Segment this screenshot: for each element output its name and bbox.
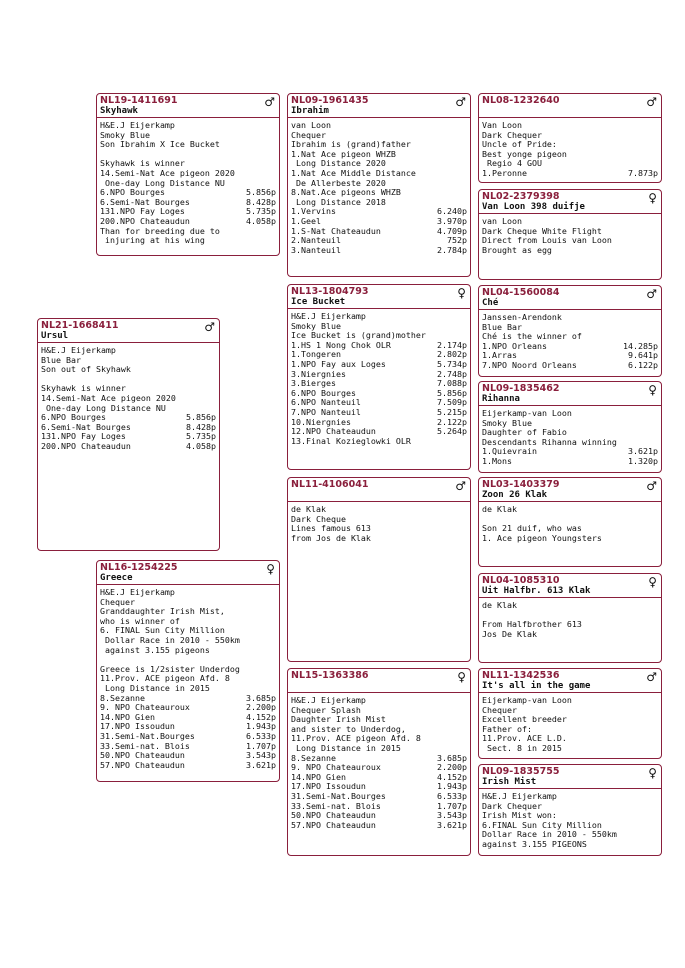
male-icon: ♂ (646, 287, 657, 301)
info-line: H&E.J Eijerkamp (100, 120, 175, 130)
result-pigeons: 5.734p (437, 358, 467, 369)
result-race: 12.NPO Chateaudun (291, 426, 376, 437)
card-header (97, 94, 279, 118)
info-line: Sect. 8 in 2015 (482, 742, 562, 753)
pigeon-name: Irish Mist (482, 777, 537, 787)
female-icon: ♀ (648, 191, 657, 205)
info-line: Dark Chequer (482, 129, 542, 140)
card-header (97, 561, 279, 585)
male-icon: ♂ (204, 320, 215, 334)
info-line: H&E.J Eijerkamp (291, 695, 366, 705)
info-line: 14.Semi-Nat Ace pigeon 2020 (41, 392, 176, 403)
result-pigeons: 5.264p (437, 426, 467, 437)
info-line: who is winner of (100, 615, 180, 626)
result-pigeons: 9.641p (628, 350, 658, 361)
info-line: van Loon (482, 216, 522, 226)
result-pigeons: 1.707p (437, 800, 467, 811)
result-row (41, 442, 216, 452)
card-header (288, 669, 470, 693)
result-pigeons: 4.152p (437, 771, 467, 782)
result-race: 31.Semi-Nat.Bourges (100, 730, 195, 741)
ring-number: NL16-1254225 (100, 562, 178, 573)
result-race: 33.Semi-nat. Blois (100, 740, 190, 751)
pigeon-card (287, 477, 471, 662)
info-line: H&E.J Eijerkamp (100, 587, 175, 597)
ring-number: NL09-1961435 (291, 95, 369, 106)
card-body (479, 789, 661, 852)
pigeon-name: Zoon 26 Klak (482, 490, 548, 500)
female-icon: ♀ (648, 575, 657, 589)
result-pigeons: 5.856p (246, 187, 276, 198)
card-body (288, 502, 470, 545)
result-pigeons: 2.748p (437, 368, 467, 379)
result-race: 6.NPO Bourges (41, 412, 106, 423)
result-pigeons: 3.685p (246, 692, 276, 703)
result-row (100, 761, 276, 771)
result-race: 1.Tongeren (291, 349, 341, 360)
info-line: Jos De Klak (482, 628, 537, 639)
info-line: de Klak (291, 504, 326, 514)
card-header (479, 669, 661, 693)
ring-number: NL09-1835755 (482, 766, 560, 777)
info-line: Long Distance 2018 (291, 196, 386, 207)
result-race: 200.NPO Chateaudun (41, 440, 131, 451)
result-pigeons: 3.543p (246, 750, 276, 761)
result-pigeons: 3.621p (628, 446, 658, 457)
pigeon-name (482, 106, 657, 116)
info-line: against 3.155 PIGEONS (482, 838, 587, 849)
info-line: 8.Nat.Ace pigeons WHZB (291, 187, 401, 198)
result-race: 131.NPO Fay Loges (41, 431, 126, 442)
info-line: Skyhawk is winner (41, 383, 126, 394)
result-race: 50.NPO Chateaudun (100, 750, 185, 761)
info-line: H&E.J Eijerkamp (41, 345, 116, 355)
info-line: Eijerkamp-van Loon (482, 408, 572, 418)
info-line: Skyhawk is winner (100, 158, 185, 169)
pigeon-card (478, 189, 662, 280)
info-line: Lines famous 613 (291, 523, 371, 534)
card-header (479, 765, 661, 789)
card-header (288, 285, 470, 309)
ring-number: NL04-1085310 (482, 575, 560, 586)
info-line: H&E.J Eijerkamp (482, 791, 557, 801)
info-line: Father of: (482, 723, 532, 734)
result-pigeons: 2.200p (246, 702, 276, 713)
info-line: Chequer (291, 129, 326, 140)
info-line: Chequer (100, 596, 135, 607)
info-line: from Jos de Klak (291, 532, 371, 543)
result-pigeons: 2.122p (437, 416, 467, 427)
result-race: 6.Semi-Nat Bourges (100, 196, 190, 207)
card-body (479, 214, 661, 257)
card-body (479, 310, 661, 373)
card-header (479, 94, 661, 118)
result-race: 1.NPO Orleans (482, 340, 547, 351)
info-line: 1.Nat Ace Middle Distance (291, 167, 416, 178)
result-pigeons: 5.735p (186, 431, 216, 442)
result-pigeons: 6.122p (628, 359, 658, 370)
result-pigeons: 3.621p (246, 759, 276, 770)
female-icon: ♀ (457, 670, 466, 684)
result-pigeons: 14.285p (623, 340, 658, 351)
pigeon-name: Van Loon 398 duifje (482, 202, 585, 212)
result-pigeons: 1.943p (437, 781, 467, 792)
result-pigeons: 5.856p (437, 387, 467, 398)
ring-number: NL13-1804793 (291, 286, 369, 297)
result-pigeons: 2.174p (437, 339, 467, 350)
info-line: Long Distance in 2015 (291, 742, 401, 753)
info-line: 11.Prov. ACE pigeon Afd. 8 (291, 733, 421, 744)
result-pigeons: 5.856p (186, 412, 216, 423)
result-race: 6.NPO Bourges (100, 187, 165, 198)
info-line: De Allerbeste 2020 (291, 177, 386, 188)
info-line: Chequer (482, 704, 517, 715)
result-pigeons: 7.509p (437, 397, 467, 408)
result-race: 1.Peronne (482, 167, 527, 178)
result-race: 6.NPO Nanteuil (291, 397, 361, 408)
female-icon: ♀ (266, 562, 275, 576)
result-race: 1.S-Nat Chateaudun (291, 225, 381, 236)
result-pigeons: 2.802p (437, 349, 467, 360)
result-pigeons: 1.943p (246, 721, 276, 732)
info-line: 6. FINAL Sun City Million (100, 625, 225, 636)
pigeon-name: Ice Bucket (291, 297, 346, 307)
result-race: 131.NPO Fay Loges (100, 206, 185, 217)
result-race: 3.Niergnies (291, 368, 346, 379)
result-pigeons: 5.215p (437, 406, 467, 417)
result-pigeons: 2.784p (437, 244, 467, 255)
pigeon-card (96, 560, 280, 782)
info-line: Van Loon (482, 120, 522, 130)
result-race: 50.NPO Chateaudun (291, 810, 376, 821)
result-race: 10.Niergnies (291, 416, 351, 427)
pigeon-name: Uit Halfbr. 613 Klak (482, 586, 591, 596)
result-race: 1.Geel (291, 215, 321, 226)
result-race: 3.Nanteuil (291, 244, 341, 255)
pigeon-name: Rihanna (482, 394, 520, 404)
info-line: Ice Bucket is (grand)mother (291, 330, 426, 341)
info-line: H&E.J Eijerkamp (291, 311, 366, 321)
info-line: Dollar Race in 2010 - 550km (100, 634, 240, 645)
info-line: Brought as egg (482, 244, 552, 255)
info-line: van Loon (291, 120, 331, 130)
result-race: 1.Vervins (291, 206, 336, 217)
info-line: Son 21 duif, who was (482, 523, 582, 534)
result-pigeons: 3.543p (437, 810, 467, 821)
pigeon-name: Ursul (41, 331, 69, 341)
info-line: Than for breeding due to (100, 225, 220, 236)
result-pigeons: 5.735p (246, 206, 276, 217)
result-race: 17.NPO Issoudun (100, 721, 175, 732)
male-icon: ♂ (646, 95, 657, 109)
result-pigeons: 4.058p (186, 440, 216, 451)
result-pigeons: 6.533p (246, 730, 276, 741)
pigeon-card (478, 477, 662, 567)
pigeon-card (478, 381, 662, 473)
info-line: de Klak (482, 600, 517, 610)
info-line: 1. Ace pigeon Youngsters (482, 532, 602, 543)
info-line: 11.Prov. ACE L.D. (482, 733, 567, 744)
info-line: Ché is the winner of (482, 331, 582, 342)
info-line: Dollar Race in 2010 - 550km (482, 829, 617, 840)
result-race: 6.Semi-Nat Bourges (41, 421, 131, 432)
result-race: 57.NPO Chateaudun (100, 759, 185, 770)
pigeon-card (478, 668, 662, 759)
pigeon-card (37, 318, 220, 551)
pigeon-name (291, 681, 466, 691)
pigeon-card (287, 284, 471, 470)
info-line: Smoky Blue (291, 320, 341, 331)
result-race: 1.Quievrain (482, 446, 537, 457)
info-line: against 3.155 pigeons (100, 644, 210, 655)
result-row (482, 169, 658, 179)
result-race: 1.Arras (482, 350, 517, 361)
ring-number: NL21-1668411 (41, 320, 119, 331)
info-line: Blue Bar (482, 321, 522, 332)
pigeon-card (478, 573, 662, 663)
info-line: 1.Nat Ace pigeon WHZB (291, 148, 396, 159)
result-pigeons: 3.685p (437, 752, 467, 763)
info-line: Long Distance in 2015 (100, 682, 210, 693)
info-line: Chequer Splash (291, 704, 361, 715)
info-line: Greece is 1/2sister Underdog (100, 663, 240, 674)
pigeon-name: It's all in the game (482, 681, 591, 691)
info-line: Dark Cheque White Flight (482, 225, 602, 236)
info-line: Long Distance 2020 (291, 158, 386, 169)
card-header (479, 382, 661, 406)
result-pigeons: 8.428p (246, 196, 276, 207)
result-race: 6.NPO Bourges (291, 387, 356, 398)
result-pigeons: 1.320p (628, 455, 658, 466)
result-race: 14.NPO Gien (100, 711, 155, 722)
card-header (479, 478, 661, 502)
result-race: 17.NPO Issoudun (291, 781, 366, 792)
ring-number: NL11-1342536 (482, 670, 560, 681)
info-line: and sister to Underdog, (291, 723, 406, 734)
result-row (482, 361, 658, 371)
result-pigeons: 4.152p (246, 711, 276, 722)
info-line: 14.Semi-Nat Ace pigeon 2020 (100, 167, 235, 178)
card-body (288, 693, 470, 832)
ring-number: NL19-1411691 (100, 95, 178, 106)
card-body (288, 118, 470, 257)
result-pigeons: 8.428p (186, 421, 216, 432)
pigeon-card (287, 93, 471, 277)
result-pigeons: 6.533p (437, 790, 467, 801)
male-icon: ♂ (455, 95, 466, 109)
result-race: 33.Semi-nat. Blois (291, 800, 381, 811)
info-line: Son out of Skyhawk (41, 364, 131, 375)
female-icon: ♀ (457, 286, 466, 300)
result-race: 9. NPO Chateauroux (291, 762, 381, 773)
ring-number: NL09-1835462 (482, 383, 560, 394)
card-header (479, 286, 661, 310)
result-pigeons: 3.621p (437, 819, 467, 830)
card-header (38, 319, 219, 343)
info-line: Eijerkamp-van Loon (482, 695, 572, 705)
result-race: 7.NPO Noord Orleans (482, 359, 577, 370)
info-line: 11.Prov. ACE pigeon Afd. 8 (100, 673, 230, 684)
info-line: Direct from Louis van Loon (482, 235, 612, 246)
result-pigeons: 7.873p (628, 167, 658, 178)
info-line: Excellent breeder (482, 714, 567, 725)
info-line: Dark Chequer (482, 800, 542, 811)
info-line: Janssen-Arendonk (482, 312, 562, 322)
info-line: Granddaughter Irish Mist, (100, 606, 225, 617)
result-pigeons: 3.970p (437, 215, 467, 226)
pigeon-card (287, 668, 471, 856)
card-body (479, 502, 661, 545)
info-line: Regio 4 GOU (482, 158, 542, 169)
info-line: Best yonge pigeon (482, 148, 567, 159)
result-race: 1.NPO Fay aux Loges (291, 358, 386, 369)
info-line: Smoky Blue (482, 417, 532, 428)
pigeon-name: Ché (482, 298, 499, 308)
female-icon: ♀ (648, 383, 657, 397)
female-icon: ♀ (648, 766, 657, 780)
card-header (288, 94, 470, 118)
info-line: 13.Final Kozieglowki OLR (291, 435, 411, 446)
result-pigeons: 1.707p (246, 740, 276, 751)
result-race: 1.Mons (482, 455, 512, 466)
info-line: de Klak (482, 504, 517, 514)
info-line: 6.FINAL Sun City Million (482, 819, 602, 830)
ring-number: NL11-4106041 (291, 479, 369, 490)
info-line: One-day Long Distance NU (100, 177, 225, 188)
info-line: Irish Mist won: (482, 810, 557, 821)
male-icon: ♂ (264, 95, 275, 109)
card-header (288, 478, 470, 502)
info-line: One-day Long Distance NU (41, 402, 166, 413)
card-body (97, 585, 279, 772)
info-line: Dark Cheque (291, 513, 346, 524)
ring-number: NL02-2379398 (482, 191, 560, 202)
card-body (479, 118, 661, 181)
ring-number: NL15-1363386 (291, 670, 369, 681)
result-row (291, 246, 467, 256)
info-line: Daughter Irish Mist (291, 714, 386, 725)
result-race: 8.Sezanne (291, 752, 336, 763)
ring-number: NL04-1560084 (482, 287, 560, 298)
card-header (479, 574, 661, 598)
pigeon-card (96, 93, 280, 256)
info-line: From Halfbrother 613 (482, 619, 582, 630)
info-line: Uncle of Pride: (482, 139, 557, 150)
info-line: Smoky Blue (100, 129, 150, 140)
card-body (38, 343, 219, 454)
pigeon-name: Skyhawk (100, 106, 138, 116)
result-pigeons: 7.088p (437, 378, 467, 389)
info-line: Blue Bar (41, 354, 81, 365)
result-row (291, 821, 467, 831)
pigeon-card (478, 764, 662, 856)
info-line: Daughter of Fabio (482, 427, 567, 438)
pigeon-card (478, 285, 662, 377)
pigeon-name: Greece (100, 573, 133, 583)
card-header (479, 190, 661, 214)
info-line: Son Ibrahim X Ice Bucket (100, 139, 220, 150)
card-body (479, 598, 661, 641)
male-icon: ♂ (455, 479, 466, 493)
card-body (479, 693, 661, 756)
card-body (97, 118, 279, 248)
card-body (288, 309, 470, 448)
info-line: injuring at his wing (100, 235, 205, 246)
result-pigeons: 6.240p (437, 206, 467, 217)
result-race: 57.NPO Chateaudun (291, 819, 376, 830)
ring-number: NL03-1403379 (482, 479, 560, 490)
male-icon: ♂ (646, 479, 657, 493)
result-race: 7.NPO Nanteuil (291, 406, 361, 417)
result-pigeons: 752p (447, 235, 467, 246)
result-row (482, 457, 658, 467)
result-race: 2.Nanteuil (291, 235, 341, 246)
result-race: 14.NPO Gien (291, 771, 346, 782)
card-body (479, 406, 661, 469)
result-race: 9. NPO Chateauroux (100, 702, 190, 713)
result-race: 31.Semi-Nat.Bourges (291, 790, 386, 801)
pigeon-card (478, 93, 662, 183)
result-pigeons: 4.058p (246, 215, 276, 226)
result-race: 8.Sezanne (100, 692, 145, 703)
info-line: Descendants Rihanna winning (482, 436, 617, 447)
male-icon: ♂ (646, 670, 657, 684)
result-pigeons: 4.709p (437, 225, 467, 236)
pigeon-name (291, 490, 466, 500)
result-race: 200.NPO Chateaudun (100, 215, 190, 226)
info-line: Ibrahim is (grand)father (291, 139, 411, 150)
ring-number: NL08-1232640 (482, 95, 560, 106)
result-race: 1.HS 1 Nong Chok OLR (291, 339, 391, 350)
result-race: 3.Bierges (291, 378, 336, 389)
result-pigeons: 2.200p (437, 762, 467, 773)
pigeon-name: Ibrahim (291, 106, 329, 116)
